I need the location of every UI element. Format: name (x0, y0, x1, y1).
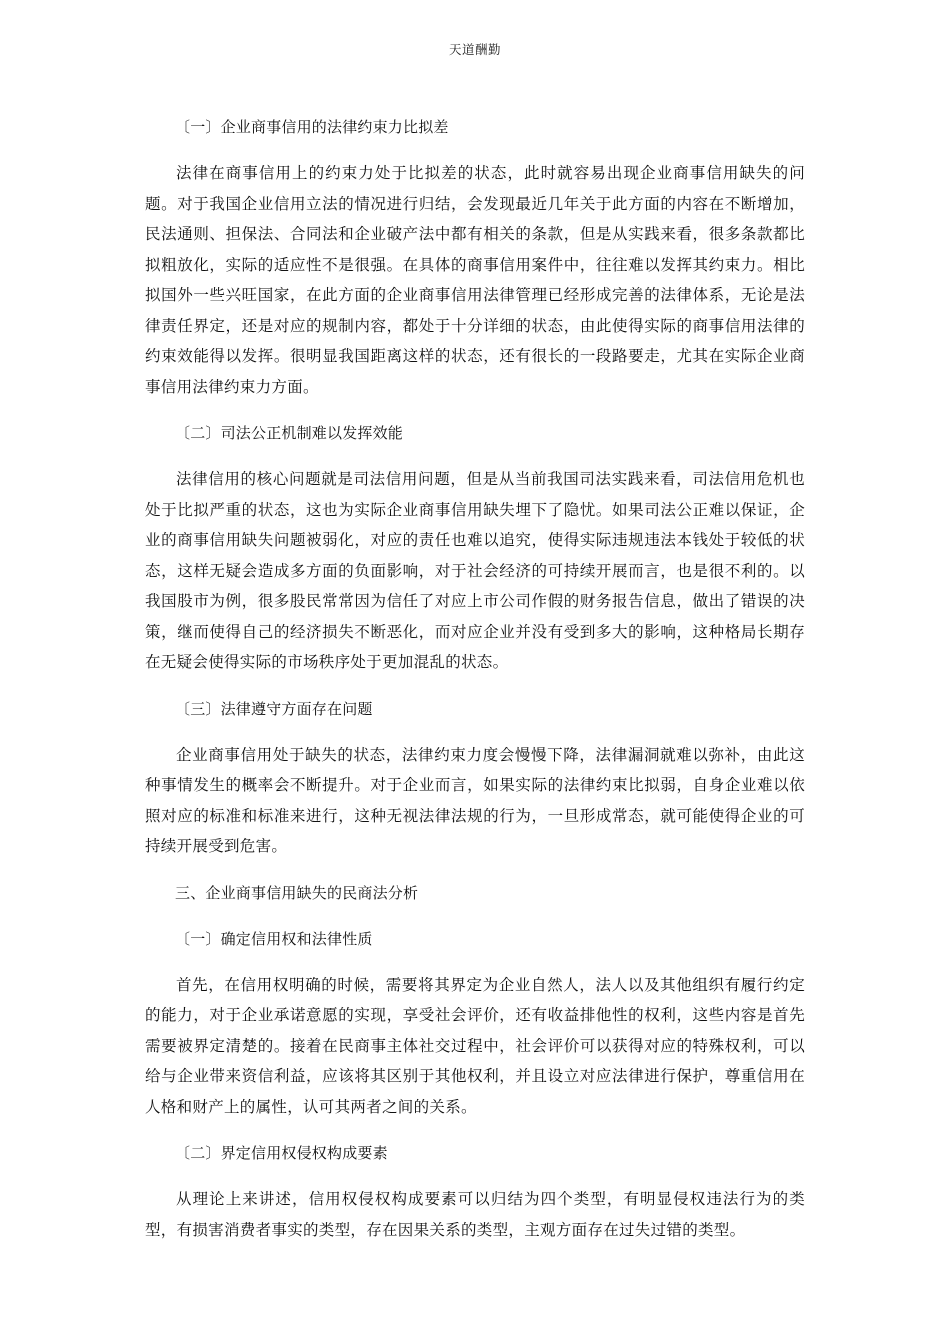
section-heading-1-1: 〔一〕企业商事信用的法律约束力比拟差 (175, 118, 449, 136)
section-heading-1-2: 〔二〕司法公正机制难以发挥效能 (175, 424, 404, 442)
page-header: 天道酬勤 (448, 42, 501, 57)
paragraph-3-1: 首先，在信用权明确的时候，需要将其界定为企业自然人，法人以及其他组织有履行约定的能力，对于企业承诺意愿的实现，享受社会评价，还有收益排他性的权利，这些内容是首先需要被界定清楚的。接着在民商事主体社交过程中，社会评价可以获得对应的特殊权利，可以给与企业带来资信利益，应该将其区别于其他权利，并且设立对应法律进行保护，尊重信用在人格和财产上的属性，认可其两者之间的关系。 (145, 975, 805, 1116)
paragraph-1-2: 法律信用的核心问题就是司法信用问题，但是从当前我国司法实践来看，司法信用危机也处于比拟严重的状态，这也为实际企业商事信用缺失埋下了隐忧。如果司法公正难以保证，企业的商事信用缺失问题被弱化，对应的责任也难以追究，使得实际违规违法本钱处于较低的状态，这样无疑会造成多方面的负面影响，对于社会经济的可持续开展而言，也是很不利的。以我国股市为例，很多股民常常因为信任了对应上市公司作假的财务报告信息，做出了错误的决策，继而使得自己的经济损失不断恶化，而对应企业并没有受到多大的影响，这种格局长期存在无疑会使得实际的市场秩序处于更加混乱的状态。 (145, 470, 805, 671)
section-heading-1-3: 〔三〕法律遵守方面存在问题 (175, 699, 373, 718)
paragraph-3-2: 从理论上来讲述，信用权侵权构成要素可以归结为四个类型，有明显侵权违法行为的类型，有损害消费者事实的类型，存在因果关系的类型，主观方面存在过失过错的类型。 (145, 1190, 805, 1239)
chapter-heading-3: 三、企业商事信用缺失的民商法分析 (175, 883, 419, 902)
section-heading-3-1: 〔一〕确定信用权和法律性质 (175, 929, 373, 948)
paragraph-1-1: 法律在商事信用上的约束力处于比拟差的状态，此时就容易出现企业商事信用缺失的问题。对于我国企业信用立法的情况进行归结，会发现最近几年关于此方面的内容在不断增加，民法通则、担保法、合同法和企业破产法中都有相关的条款，但是从实践来看，很多条款都比拟粗放化，实际的适应性不是很强。在具体的商事信用案件中，往往难以发挥其约束力。相比拟国外一些兴旺国家，在此方面的企业商事信用法律管理已经形成完善的法律体系，无论是法律责任界定，还是对应的规制内容，都处于十分详细的状态，由此使得实际的商事信用法律的约束效能得以发挥。很明显我国距离这样的状态，还有很长的一段路要走，尤其在实际企业商事信用法律约束力方面。 (145, 164, 805, 396)
paragraph-1-3: 企业商事信用处于缺失的状态，法律约束力度会慢慢下降，法律漏洞就难以弥补，由此这种事情发生的概率会不断提升。对于企业而言，如果实际的法律约束比拟弱，自身企业难以依照对应的标准和标准来进行，这种无视法律法规的行为，一旦形成常态，就可能使得企业的可持续开展受到危害。 (145, 745, 805, 855)
document-body (145, 112, 805, 1261)
section-heading-3-2: 〔二〕界定信用权侵权构成要素 (175, 1144, 388, 1162)
